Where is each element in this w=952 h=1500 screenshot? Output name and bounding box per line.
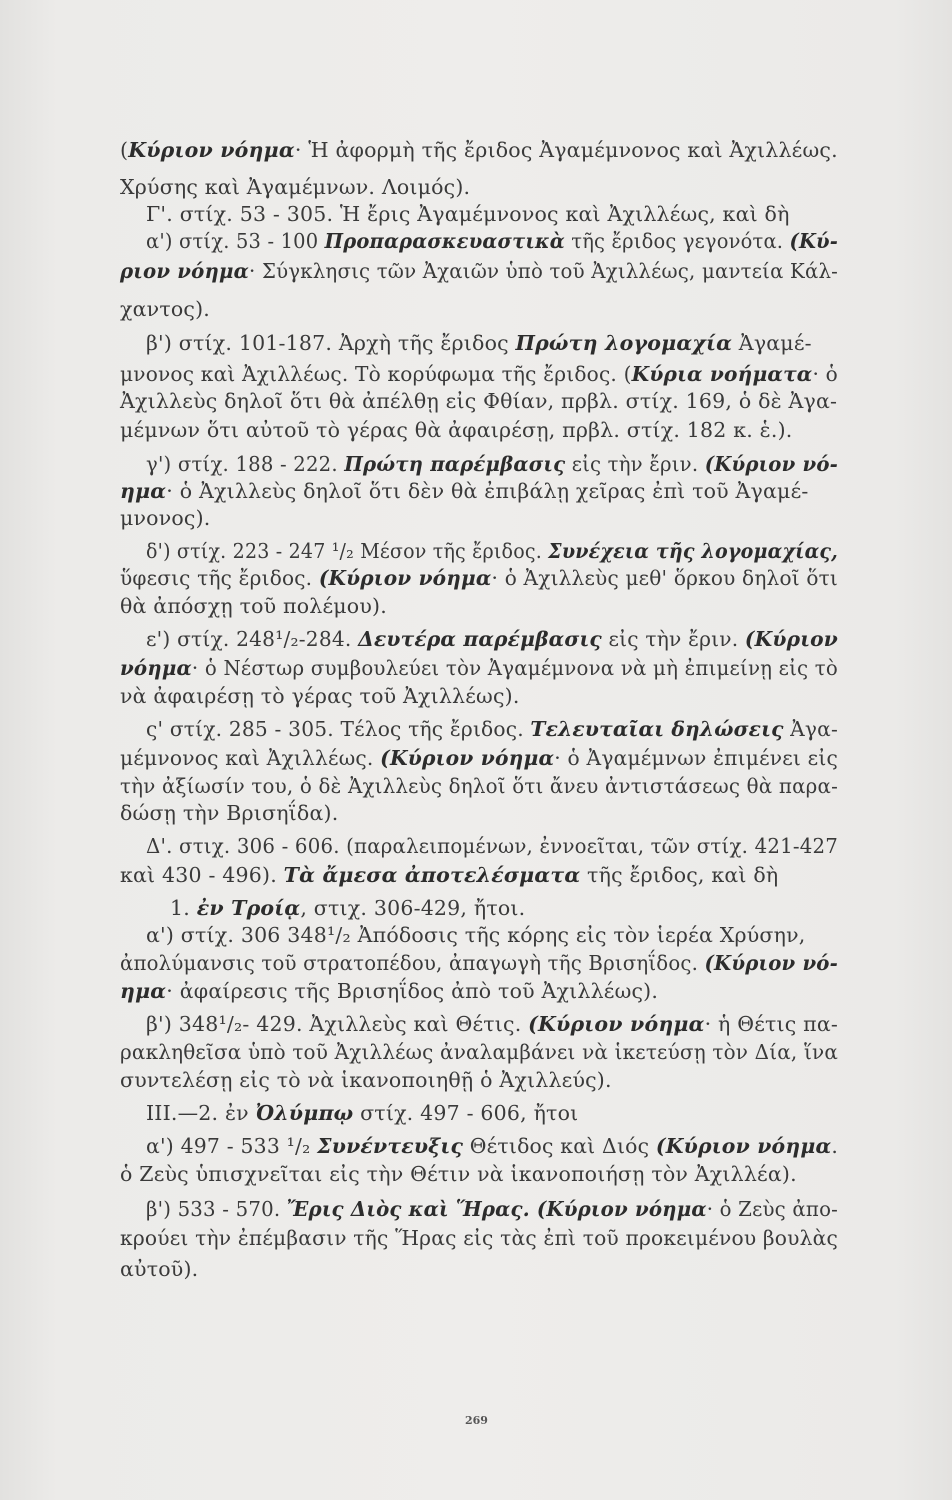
text-line: [120, 593, 387, 619]
body-text: Ἀγαμέ-: [732, 331, 812, 355]
text-line: [120, 745, 838, 771]
body-text: εἰς τὴν ἔριν.: [601, 627, 745, 651]
emphasis-text: Κύρια νοήματα: [631, 362, 813, 386]
body-text: · ὁ Ἀχιλλεὺς δηλοῖ ὅτι δὲν θὰ ἐπιβάλῃ χεῖρας ἐπὶ τοῦ Ἀγαμέ-: [166, 479, 809, 503]
body-text: αὐτοῦ).: [120, 1257, 199, 1281]
body-text: Θέτιδος καὶ Διός: [463, 1134, 656, 1158]
body-text: β') 348¹/₂- 429. Ἀχιλλεὺς καὶ Θέτις.: [146, 1012, 529, 1036]
text-line: [120, 683, 520, 709]
emphasis-text: (Κύ-: [789, 229, 838, 253]
body-text: α') στίχ. 53 - 100: [146, 229, 325, 253]
emphasis-text: Συνέντευξις: [317, 1134, 464, 1158]
text-line: [146, 228, 838, 254]
emphasis-text: Προπαρασκευαστικὰ: [324, 229, 565, 253]
body-text: θὰ ἀπόσχῃ τοῦ πολέμου).: [120, 594, 387, 618]
body-text: Γ'. στίχ. 53 - 305. Ἡ ἔρις Ἀγαμέμνονος καὶ Ἀχιλλέως, καὶ δὴ: [146, 202, 790, 226]
emphasis-text: Δευτέρα παρέμβασις: [358, 627, 602, 651]
text-line: [120, 388, 837, 414]
emphasis-text: Ὀλύμπῳ: [255, 1101, 354, 1125]
text-line: [120, 505, 211, 531]
emphasis-text: (Κύριον: [744, 627, 838, 651]
body-text: τῆς ἔριδος, καὶ δὴ: [580, 863, 779, 887]
emphasis-text: (Κύριον νόημα: [528, 1012, 705, 1036]
text-line: [170, 895, 525, 921]
text-line: [146, 1133, 838, 1159]
text-line: [120, 978, 658, 1004]
body-text: (: [120, 138, 129, 162]
text-line: [146, 538, 838, 564]
text-line: [146, 626, 838, 652]
body-text: · Ἡ ἀφορμὴ τῆς ἔριδος Ἀγαμέμνονος καὶ Ἀχιλλέως.: [294, 138, 838, 162]
text-line: [120, 478, 809, 504]
emphasis-text: Συνέχεια τῆς λογομαχίας,: [548, 539, 838, 563]
emphasis-text: Τὰ ἄμεσα ἀποτελέσματα: [283, 863, 581, 887]
text-line: [146, 922, 805, 948]
body-text: ε') στίχ. 248¹/₂-284.: [146, 627, 359, 651]
body-text: τὴν ἀξίωσίν του, ὁ δὲ Ἀχιλλεὺς δηλοῖ ὅτι ἄνευ ἀντιστάσεως θὰ παρα-: [120, 774, 838, 798]
body-text: μνονος).: [120, 506, 211, 530]
text-line: [146, 1011, 838, 1037]
text-line: [120, 1225, 838, 1251]
emphasis-text: (Κύριον νόημα: [380, 746, 555, 770]
body-text: · ὁ: [812, 362, 838, 386]
text-line: [146, 451, 838, 477]
body-text: συντελέσῃ εἰς τὸ νὰ ἱκανοποιηθῇ ὁ Ἀχιλλεύς).: [120, 1068, 612, 1092]
text-line: [120, 174, 470, 200]
emphasis-text: Ἔρις Διὸς καὶ Ἥρας. (Κύριον νόημα: [286, 1197, 707, 1221]
body-text: χαντος).: [120, 297, 211, 321]
emphasis-text: Πρώτη παρέμβασις: [344, 452, 566, 476]
body-text: α') στίχ. 306 348¹/₂ Ἀπόδοσις τῆς κόρης εἰς τὸν ἱερέα Χρύσην,: [146, 923, 806, 947]
body-text: κρούει τὴν ἐπέμβασιν τῆς Ἥρας εἰς τὰς ἐπὶ τοῦ προκειμένου βουλὰς: [120, 1226, 838, 1250]
body-text: III.—2. ἐν: [146, 1101, 256, 1125]
body-text: γ') στίχ. 188 - 222.: [146, 452, 345, 476]
text-line: [120, 1161, 797, 1187]
body-text: ς' στίχ. 285 - 305. Τέλος τῆς ἔριδος.: [146, 717, 531, 741]
body-text: Χρύσης καὶ Ἀγαμέμνων. Λοιμός).: [120, 175, 471, 199]
text-line: [120, 1039, 838, 1065]
text-line: [120, 800, 338, 826]
emphasis-text: (Κύριον νόημα: [655, 1134, 832, 1158]
body-text: · ὁ Ζεὺς ἀπο-: [706, 1197, 838, 1221]
body-text: μνονος καὶ Ἀχιλλέως. Τὸ κορύφωμα τῆς ἔριδος. (: [120, 362, 632, 386]
body-text: · ἡ Θέτις πα-: [704, 1012, 838, 1036]
body-text: β') στίχ. 101-187. Ἀρχὴ τῆς ἔριδος: [146, 331, 516, 355]
emphasis-text: ημα: [120, 979, 167, 1003]
emphasis-text: Τελευταῖαι δηλώσεις: [530, 717, 784, 741]
body-text: α') 497 - 533 ¹/₂: [146, 1134, 318, 1158]
body-text: καὶ 430 - 496).: [120, 863, 284, 887]
emphasis-text: (Κύριον νό-: [704, 951, 838, 975]
body-text: Ἀγα-: [783, 717, 838, 741]
text-line: [146, 1100, 578, 1126]
emphasis-text: ἐν Τροίᾳ: [196, 896, 301, 920]
text-line: [120, 296, 210, 322]
body-text: μέμνων ὅτι αὐτοῦ τὸ γέρας θὰ ἀφαιρέσῃ, πρβλ. στίχ. 182 κ. ἑ.).: [120, 418, 793, 442]
emphasis-text: ημα: [120, 479, 167, 503]
text-line: [146, 1196, 838, 1222]
text-line: [120, 773, 838, 799]
body-text: · ὁ Ἀχιλλεὺς μεθ' ὅρκου δηλοῖ ὅτι: [491, 566, 838, 590]
body-text: · ὁ Νέστωρ συμβουλεύει τὸν Ἀγαμέμνονα νὰ μὴ ἐπιμείνῃ εἰς τὸ: [191, 656, 838, 680]
emphasis-text: Πρώτη λογομαχία: [515, 331, 733, 355]
emphasis-text: (Κύριον νό-: [704, 452, 838, 476]
body-text: ὕφεσις τῆς ἔριδος.: [120, 566, 319, 590]
text-line: [120, 361, 838, 387]
text-line: [146, 201, 790, 227]
text-line: [120, 258, 838, 284]
body-text: · Σύγκλησις τῶν Ἀχαιῶν ὑπὸ τοῦ Ἀχιλλέως, μαντεία Κάλ-: [249, 259, 839, 283]
body-text: εἰς τὴν ἔριν.: [565, 452, 705, 476]
body-text: · ἀφαίρεσις τῆς Βρισηΐδος ἀπὸ τοῦ Ἀχιλλέως).: [166, 979, 659, 1003]
body-text: ὁ Ζεὺς ὑπισχνεῖται εἰς τὴν Θέτιν νὰ ἱκανοποιήσῃ τὸν Ἀχιλλέα).: [120, 1162, 797, 1186]
emphasis-text: ριον νόημα: [120, 259, 250, 283]
emphasis-text: (Κύριον νόημα: [318, 566, 492, 590]
body-text: · ὁ Ἀγαμέμνων ἐπιμένει εἰς: [554, 746, 838, 770]
text-line: [120, 137, 838, 163]
text-line: [146, 330, 812, 356]
body-text: ἀπολύμανσις τοῦ στρατοπέδου, ἀπαγωγὴ τῆς Βρισηΐδος.: [120, 951, 705, 975]
text-line: [146, 833, 838, 859]
body-text: δώσῃ τὴν Βρισηΐδα).: [120, 801, 339, 825]
body-text: 1.: [170, 896, 197, 920]
page-number: 269: [465, 1414, 488, 1427]
body-text: Ἀχιλλεὺς δηλοῖ ὅτι θὰ ἀπέλθῃ εἰς Φθίαν, πρβλ. στίχ. 169, ὁ δὲ Ἀγα-: [120, 389, 838, 413]
text-line: [120, 862, 778, 888]
text-line: [120, 950, 838, 976]
body-text: .: [831, 1134, 838, 1158]
body-text: Δ'. στιχ. 306 - 606. (παραλειπομένων, ἐννοεῖται, τῶν στίχ. 421-427: [146, 834, 838, 858]
text-line: [120, 565, 838, 591]
text-line: [120, 1067, 612, 1093]
body-text: ρακληθεῖσα ὑπὸ τοῦ Ἀχιλλέως ἀναλαμβάνει νὰ ἱκετεύσῃ τὸν Δία, ἵνα: [120, 1040, 838, 1064]
body-text: μέμνονος καὶ Ἀχιλλέως.: [120, 746, 381, 770]
body-text: στίχ. 497 - 606, ἤτοι: [353, 1101, 579, 1125]
text-line: [120, 655, 838, 681]
body-text: , στιχ. 306-429, ἤτοι.: [300, 896, 526, 920]
text-line: [120, 1256, 198, 1282]
body-text: δ') στίχ. 223 - 247 ¹/₂ Μέσον τῆς ἔριδος.: [146, 539, 549, 563]
body-text: νὰ ἀφαιρέσῃ τὸ γέρας τοῦ Ἀχιλλέως).: [120, 684, 520, 708]
body-text: β') 533 - 570.: [146, 1197, 287, 1221]
text-line: [146, 716, 838, 742]
emphasis-text: Κύριον νόημα: [128, 138, 295, 162]
text-line: [120, 417, 793, 443]
emphasis-text: νόημα: [120, 656, 192, 680]
body-text: τῆς ἔριδος γεγονότα.: [564, 229, 790, 253]
